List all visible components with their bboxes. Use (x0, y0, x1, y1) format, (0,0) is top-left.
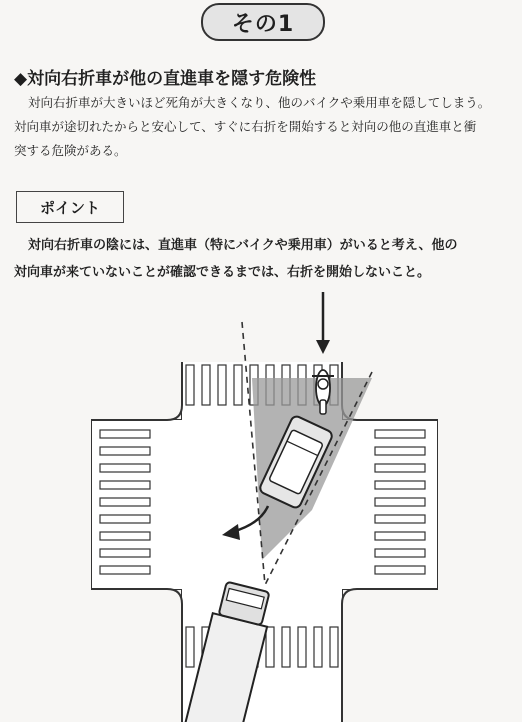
point-line: 対向車が来ていないことが確認できるまでは、右折を開始しないこと。 (14, 265, 431, 280)
road-edge (92, 362, 182, 420)
road-edge (342, 589, 437, 722)
point-label: ポイント (16, 191, 124, 223)
road-edge (92, 589, 182, 722)
section-body (14, 91, 514, 163)
body-line: 突する危険がある。 (14, 143, 127, 158)
point-body (14, 232, 514, 286)
page-title: その1 (201, 3, 325, 41)
intersection-diagram (0, 280, 522, 722)
body-line: 対向右折車が大きいほど死角が大きくなり、他のバイクや乗用車を隠してしまう。 (28, 95, 491, 110)
point-line: 対向右折車の陰には、直進車（特にバイクや乗用車）がいると考え、他の (28, 238, 458, 253)
section-heading: ◆対向右折車が他の直進車を隠す危険性 (14, 69, 317, 89)
body-line: 対向車が途切れたからと安心して、すぐに右折を開始すると対向の他の直進車と衝 (14, 119, 477, 134)
down-arrow-icon (316, 292, 330, 354)
